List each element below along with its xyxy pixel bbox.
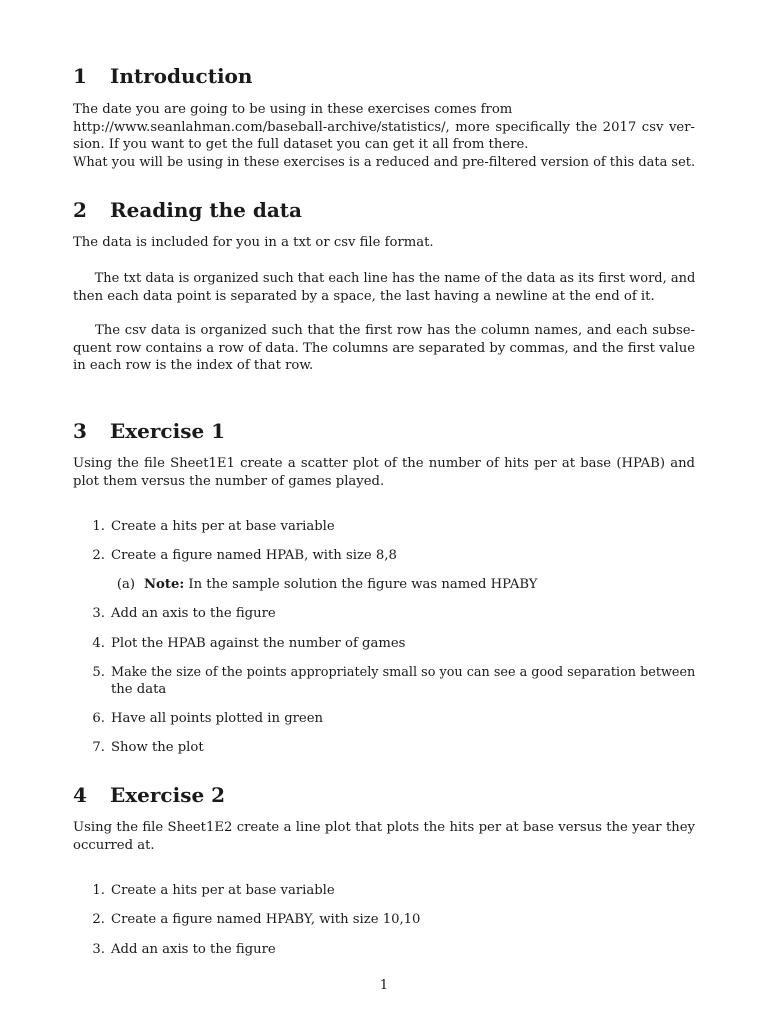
list-text: Make the size of the points appropriately small so you can see a good separation between <box>111 665 696 680</box>
list-text: Create a figure named HPABY, with size 10,10 <box>111 912 421 927</box>
text-line: quent row contains a row of data. The columns are separated by commas, and the first value <box>73 340 695 356</box>
list-number: (a) <box>116 577 135 592</box>
list-text: the data <box>111 682 167 697</box>
section-title: Exercise 1 <box>110 419 226 443</box>
section-heading <box>73 64 695 88</box>
section-heading <box>73 783 695 807</box>
text-line: in each row is the index of that row. <box>73 358 314 373</box>
list-number: 2. <box>92 912 105 927</box>
page-number: 1 <box>379 978 389 993</box>
list-text <box>144 576 538 594</box>
note-label: Note: <box>144 577 185 592</box>
text-line: plot them versus the number of games played. <box>73 473 385 489</box>
document-page <box>73 0 695 1024</box>
list-number: 7. <box>92 740 105 755</box>
list-number: 4. <box>92 636 105 651</box>
section-number: 3 <box>73 419 87 443</box>
intro-paragraph <box>73 101 695 171</box>
section-heading <box>73 198 695 222</box>
list-number: 1. <box>92 883 105 898</box>
section-title: Introduction <box>110 64 253 88</box>
list-text: Add an axis to the figure <box>111 942 276 957</box>
section-heading <box>73 419 695 443</box>
reading-paragraph-2 <box>73 270 695 305</box>
section-title: Exercise 2 <box>110 783 226 807</box>
text-line: The txt data is organized such that each line has the name of the data as its first word, and <box>94 271 696 286</box>
section-introduction <box>73 64 695 88</box>
text-line: http://www.seanlahman.com/baseball-archive/statistics/, more specifically the 2017 csv ver- <box>73 119 695 135</box>
text-line: What you will be using in these exercises is a reduced and pre-filtered version of this data set. <box>73 154 696 170</box>
text-line: The data is included for you in a txt or csv file format. <box>73 235 434 250</box>
reading-paragraph-1 <box>73 234 695 252</box>
section-number: 1 <box>73 64 87 88</box>
list-number: 5. <box>92 665 105 680</box>
list-number: 2. <box>92 548 105 563</box>
list-text: Add an axis to the figure <box>111 606 276 621</box>
text-line: occurred at. <box>73 837 155 853</box>
exercise-1-intro <box>73 455 695 490</box>
text-line: sion. If you want to get the full dataset you can get it all from there. <box>73 137 529 152</box>
section-title: Reading the data <box>110 198 302 222</box>
list-text: Create a hits per at base variable <box>111 519 335 534</box>
text-line: The date you are going to be using in these exercises comes from <box>73 102 513 117</box>
list-number: 3. <box>92 606 105 621</box>
reading-paragraph-3 <box>73 322 695 375</box>
section-number: 2 <box>73 198 87 222</box>
list-number: 1. <box>92 519 105 534</box>
list-text: Create a figure named HPAB, with size 8,8 <box>111 548 397 563</box>
text-line: The csv data is organized such that the first row has the column names, and each subse- <box>95 323 695 338</box>
section-reading-data <box>73 198 695 222</box>
note-text: In the sample solution the figure was named HPABY <box>184 577 538 592</box>
section-exercise-2 <box>73 783 695 807</box>
text-line: then each data point is separated by a space, the last having a newline at the end of it. <box>73 288 655 304</box>
section-number: 4 <box>73 783 87 807</box>
list-text: Create a hits per at base variable <box>111 883 335 898</box>
list-text: Show the plot <box>111 740 204 755</box>
list-text: Have all points plotted in green <box>111 711 324 726</box>
list-text: Plot the HPAB against the number of games <box>111 636 406 651</box>
list-number: 3. <box>92 942 105 957</box>
text-line: Using the file Sheet1E2 create a line plot that plots the hits per at base versus the year they <box>73 820 695 835</box>
section-exercise-1 <box>73 419 695 443</box>
text-line: Using the file Sheet1E1 create a scatter plot of the number of hits per at base (HPAB) and <box>73 456 695 471</box>
exercise-2-intro <box>73 819 695 854</box>
list-number: 6. <box>92 711 105 726</box>
